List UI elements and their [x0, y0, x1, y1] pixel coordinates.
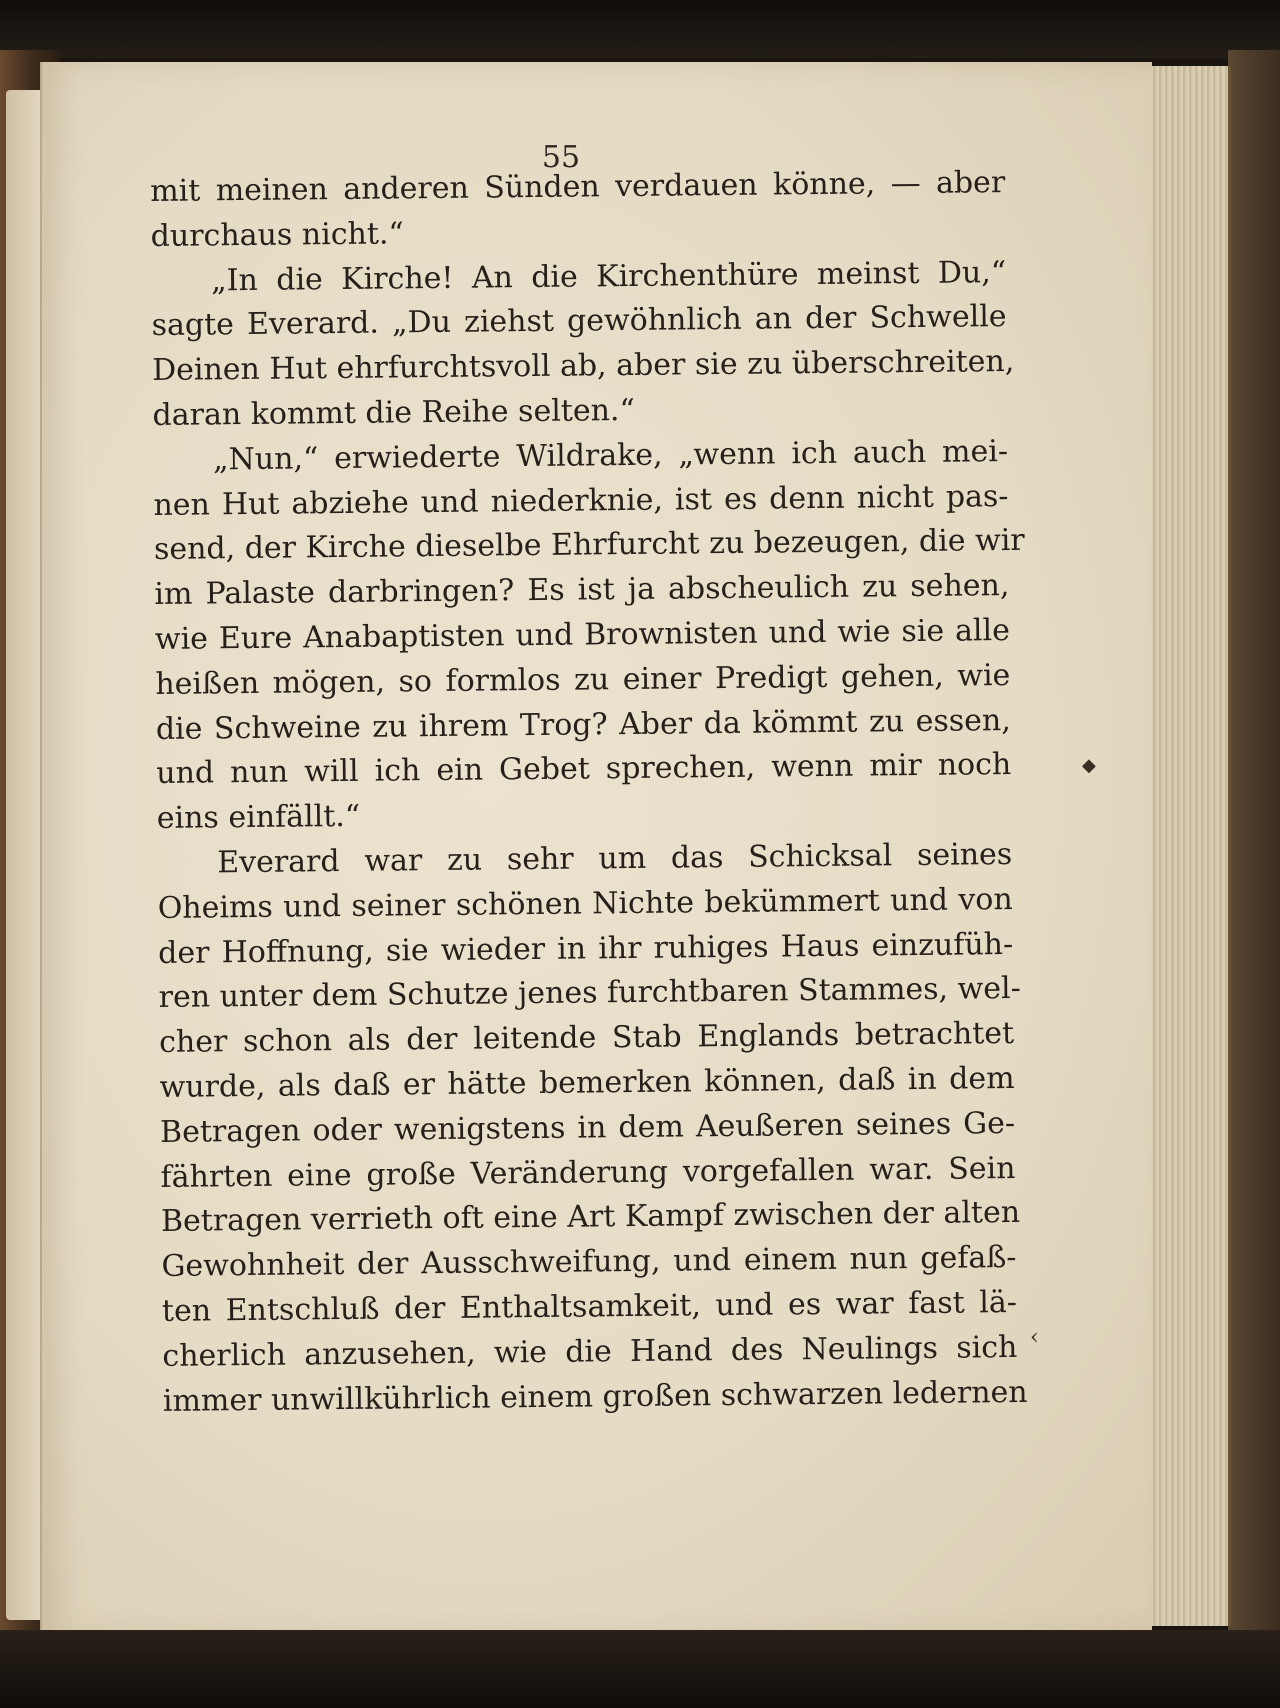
text-line: im Palaste darbringen? Es ist ja abscheulich zu sehen,	[154, 568, 1010, 613]
text-line: eins einfällt.“	[156, 798, 361, 837]
background-top	[0, 0, 1280, 58]
page-number: 55	[541, 140, 581, 175]
text-line: „Nun,“ erwiederte Wildrake, „wenn ich auch mei-	[212, 433, 1009, 478]
text-line: die Schweine zu ihrem Trog? Aber da kömmt zu essen,	[155, 702, 1011, 747]
text-line: wurde, als daß er hätte bemerken können, daß in dem	[159, 1060, 1015, 1105]
text-line: send, der Kirche dieselbe Ehrfurcht zu bezeugen, die wir	[153, 523, 1025, 568]
paragraph	[153, 430, 1025, 842]
background-bottom	[0, 1630, 1280, 1708]
text-line: Everard war zu sehr um das Schicksal seines	[217, 836, 1013, 881]
text-line: der Hoffnung, sie wieder in ihr ruhiges Haus einzufüh-	[158, 926, 1014, 971]
text-line: daran kommt die Reihe selten.“	[152, 392, 636, 433]
text-line: fährten eine große Veränderung vorgefallen war. Sein	[160, 1150, 1016, 1195]
text-line: „In die Kirche! An die Kirchenthüre meinst Du,“	[210, 254, 1007, 298]
paragraph	[150, 161, 1006, 260]
text-line: Betragen verrieth oft eine Art Kampf zwischen der alten	[160, 1195, 1021, 1240]
text-line: cherlich anzusehen, wie die Hand des Neulings sich	[162, 1329, 1018, 1374]
text-line: Gewohnheit der Ausschweifung, und einem nun gefaß-	[161, 1240, 1017, 1285]
page-fore-edge	[1150, 66, 1231, 1626]
text-line: ten Entschluß der Enthaltsamkeit, und es war fast lä-	[161, 1284, 1018, 1329]
text-line: mit meinen anderen Sünden verdauen könne, — aber	[150, 165, 1006, 209]
text-line: Oheims und seiner schönen Nichte bekümmert und von	[157, 881, 1013, 926]
text-line: sagte Everard. „Du ziehst gewöhnlich an der Schwelle	[151, 299, 1007, 344]
text-line: nen Hut abziehe und niederknie, ist es denn nicht pas-	[153, 478, 1009, 523]
text-line: und nun will ich ein Gebet sprechen, wenn mir noch	[156, 747, 1012, 792]
text-line: Deinen Hut ehrfurchtsvoll ab, aber sie zu überschreiten,	[151, 344, 1015, 389]
text-line: durchaus nicht.“	[150, 216, 404, 254]
paragraph	[151, 251, 1015, 439]
margin-mark: ‹	[1030, 1325, 1039, 1350]
page-text	[150, 161, 1028, 1424]
text-line: Betragen oder wenigstens in dem Aeußeren seines Ge-	[159, 1105, 1016, 1150]
book-cover-right	[1228, 50, 1280, 1650]
text-line: ren unter dem Schutze jenes furchtbaren Stammes, wel-	[158, 971, 1022, 1016]
text-line: heißen mögen, so formlos zu einer Predigt gehen, wie	[155, 657, 1011, 702]
text-line: wie Eure Anabaptisten und Brownisten und wie sie alle	[154, 612, 1011, 657]
paragraph	[157, 833, 1028, 1424]
margin-mark: ◆	[1082, 755, 1096, 776]
text-line: cher schon als der leitende Stab Englands betrachtet	[158, 1016, 1015, 1061]
text-line: immer unwillkührlich einem großen schwarzen ledernen	[162, 1374, 1028, 1419]
